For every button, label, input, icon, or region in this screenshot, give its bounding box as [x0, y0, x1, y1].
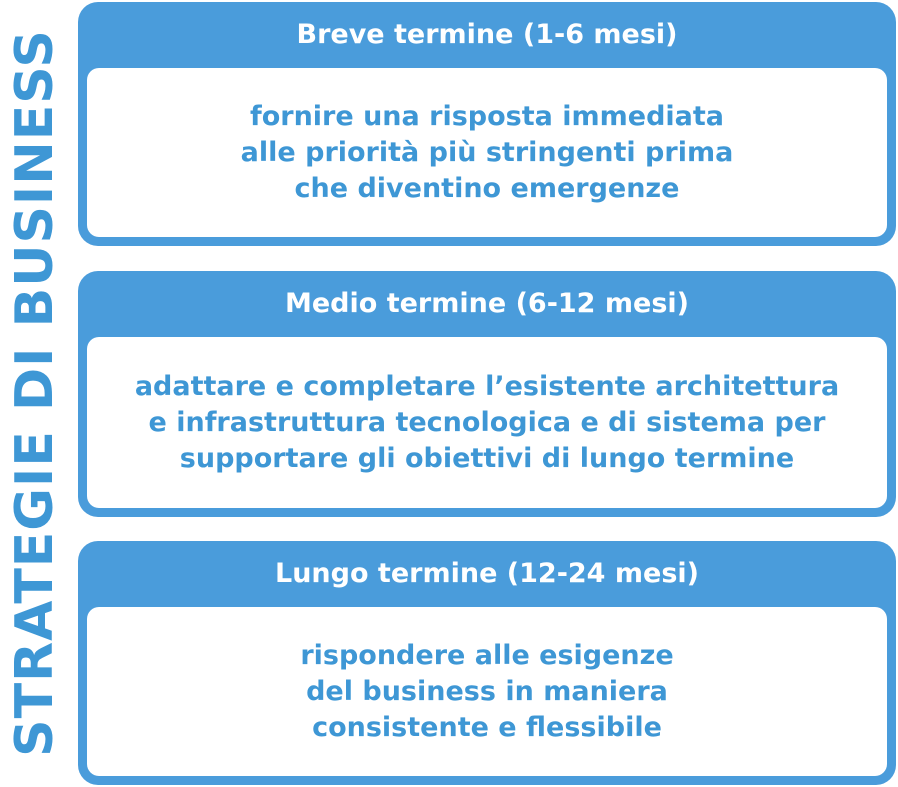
- card-heading: Lungo termine (12-24 mesi): [275, 557, 699, 589]
- side-title-text: STRATEGIE DI BUSINESS: [5, 29, 65, 757]
- card-line: alle priorità più stringenti prima: [240, 136, 734, 168]
- card-line: fornire una risposta immediata: [249, 100, 725, 132]
- card-line: supportare gli obiettivi di lungo termine: [179, 442, 795, 474]
- card-heading: Breve termine (1-6 mesi): [296, 18, 678, 50]
- card-medium-term: [78, 271, 896, 517]
- card-long-term: [78, 541, 896, 785]
- card-line: rispondere alle esigenze: [300, 639, 674, 671]
- card-line: consistente e flessibile: [312, 711, 662, 743]
- card-short-term: [78, 2, 896, 246]
- card-heading: Medio termine (6-12 mesi): [285, 287, 689, 319]
- card-line: del business in maniera: [306, 675, 668, 707]
- card-line: e infrastruttura tecnologica e di sistema per: [148, 406, 826, 438]
- card-line: che diventino emergenze: [294, 172, 680, 204]
- side-title: [0, 0, 70, 787]
- card-body: [87, 337, 887, 508]
- card-body: [87, 68, 887, 237]
- card-line: adattare e completare l’esistente architettura: [134, 370, 840, 402]
- card-body: [87, 607, 887, 776]
